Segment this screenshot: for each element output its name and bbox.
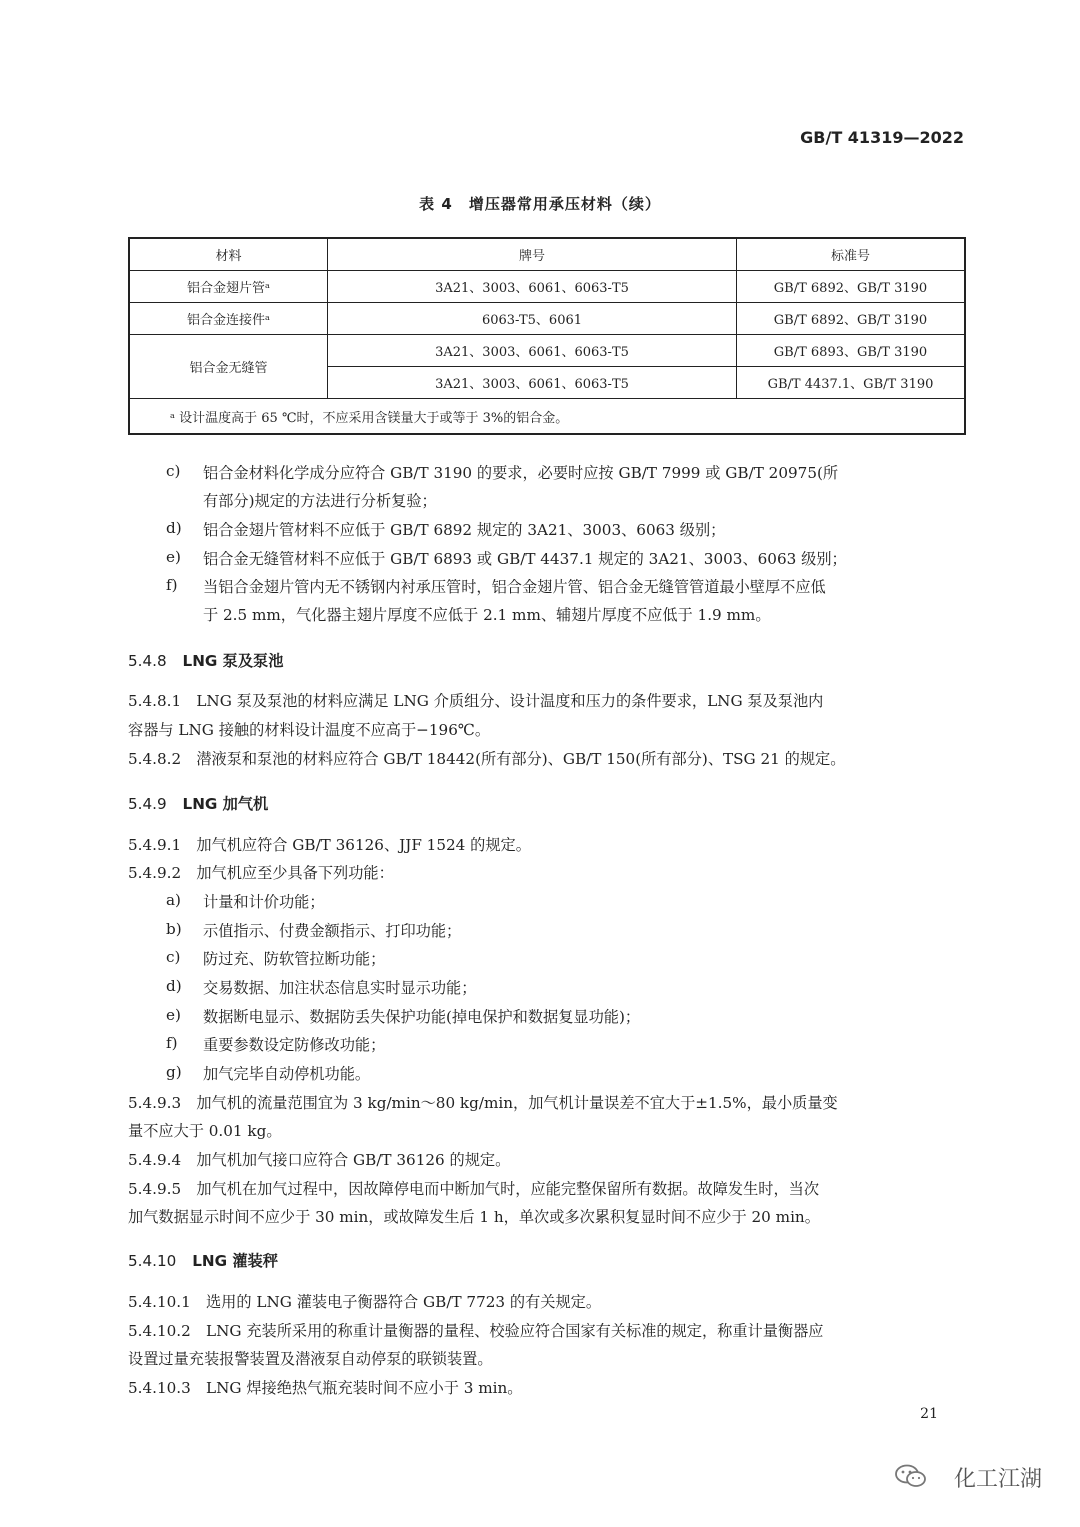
list-item: 加气完毕自动停机功能。	[203, 1065, 371, 1083]
paragraph: 5.4.9.2 加气机应至少具备下列功能：	[128, 864, 394, 882]
col-standard: 标准号	[737, 238, 966, 271]
list-label: c)	[166, 948, 181, 966]
paragraph: 容器与 LNG 接触的材料设计温度不应高于−196℃。	[128, 721, 491, 739]
section-heading	[128, 793, 268, 814]
cell-grade: 3A21、3003、6061、6063-T5	[328, 367, 737, 399]
section-heading	[128, 1250, 278, 1271]
paragraph: 量不应大于 0.01 kg。	[128, 1122, 282, 1140]
section-title: LNG 加气机	[182, 795, 269, 813]
paragraph: 5.4.10.1 选用的 LNG 灌装电子衡器符合 GB/T 7723 的有关规定。	[128, 1293, 602, 1311]
section-title: LNG 泵及泵池	[182, 652, 284, 670]
list-label: d)	[166, 519, 182, 537]
list-item: 数据断电显示、数据防丢失保护功能(掉电保护和数据复显功能)；	[203, 1008, 641, 1026]
wechat-icon	[894, 1464, 928, 1488]
section-heading	[128, 650, 283, 671]
table-note-row	[129, 399, 965, 435]
paragraph: 5.4.9.5 加气机在加气过程中，因故障停电而中断加气时，应能完整保留所有数据。故障发生时，当次	[128, 1180, 820, 1198]
cell-standard: GB/T 6893、GB/T 3190	[737, 335, 966, 367]
list-item: 交易数据、加注状态信息实时显示功能；	[203, 979, 477, 997]
paragraph: 5.4.9.3 加气机的流量范围宜为 3 kg/min～80 kg/min，加气机计量误差不宜大于±1.5%，最小质量变	[128, 1094, 838, 1112]
list-label: b)	[166, 920, 182, 938]
paragraph: 5.4.9.1 加气机应符合 GB/T 36126、JJF 1524 的规定。	[128, 836, 531, 854]
table-header-row	[129, 238, 965, 271]
section-number: 5.4.10	[128, 1252, 177, 1270]
col-material: 材料	[129, 238, 328, 271]
col-grade: 牌号	[328, 238, 737, 271]
materials-table	[128, 237, 966, 435]
list-item: 示值指示、付费金额指示、打印功能；	[203, 922, 462, 940]
cell-standard: GB/T 6892、GB/T 3190	[737, 271, 966, 303]
list-item: 防过充、防软管拉断功能；	[203, 950, 386, 968]
table-row	[129, 335, 965, 367]
watermark: 化工江湖	[953, 1467, 1042, 1492]
list-item: 有部分)规定的方法进行分析复验；	[203, 492, 437, 510]
table-note: ᵃ 设计温度高于 65 ℃时，不应采用含镁量大于或等于 3%的铝合金。	[129, 399, 965, 435]
list-item: 重要参数设定防修改功能；	[203, 1036, 386, 1054]
page-number: 21	[920, 1406, 938, 1422]
cell-material: 铝合金无缝管	[129, 335, 328, 399]
section-number: 5.4.8	[128, 652, 167, 670]
list-label: e)	[166, 548, 181, 566]
cell-material: 铝合金翅片管ᵃ	[129, 271, 328, 303]
table-row	[129, 303, 965, 335]
list-item: 当铝合金翅片管内无不锈钢内衬承压管时，铝合金翅片管、铝合金无缝管管道最小壁厚不应低	[203, 578, 826, 596]
list-item: 铝合金无缝管材料不应低于 GB/T 6893 或 GB/T 4437.1 规定的 3A21、3003、6063 级别；	[203, 550, 847, 568]
section-number: 5.4.9	[128, 795, 167, 813]
list-label: d)	[166, 977, 182, 995]
list-label: a)	[166, 891, 181, 909]
list-label: e)	[166, 1006, 181, 1024]
cell-grade: 3A21、3003、6061、6063-T5	[328, 271, 737, 303]
standard-number: GB/T 41319—2022	[800, 128, 964, 147]
cell-grade: 3A21、3003、6061、6063-T5	[328, 335, 737, 367]
list-item: 于 2.5 mm，气化器主翅片厚度不应低于 2.1 mm、辅翅片厚度不应低于 1.9 mm。	[203, 606, 771, 624]
paragraph: 5.4.10.3 LNG 焊接绝热气瓶充装时间不应小于 3 min。	[128, 1379, 523, 1397]
list-label: g)	[166, 1063, 182, 1081]
paragraph: 5.4.8.2 潜液泵和泵池的材料应符合 GB/T 18442(所有部分)、GB/T 150(所有部分)、TSG 21 的规定。	[128, 750, 846, 768]
list-label: c)	[166, 462, 181, 480]
list-label: f)	[166, 576, 178, 594]
cell-standard: GB/T 6892、GB/T 3190	[737, 303, 966, 335]
paragraph: 加气数据显示时间不应少于 30 min，或故障发生后 1 h，单次或多次累积复显时间不应少于 20 min。	[128, 1208, 820, 1226]
list-label: f)	[166, 1034, 178, 1052]
paragraph: 设置过量充装报警装置及潜液泵自动停泵的联锁装置。	[128, 1350, 493, 1368]
paragraph: 5.4.10.2 LNG 充装所采用的称重计量衡器的量程、校验应符合国家有关标准的规定，称重计量衡器应	[128, 1322, 824, 1340]
list-item: 计量和计价功能；	[203, 893, 325, 911]
cell-grade: 6063-T5、6061	[328, 303, 737, 335]
cell-material: 铝合金连接件ᵃ	[129, 303, 328, 335]
paragraph: 5.4.8.1 LNG 泵及泵池的材料应满足 LNG 介质组分、设计温度和压力的条件要求，LNG 泵及泵池内	[128, 692, 824, 710]
table-row	[129, 271, 965, 303]
section-title: LNG 灌装秤	[192, 1252, 278, 1270]
cell-standard: GB/T 4437.1、GB/T 3190	[737, 367, 966, 399]
list-item: 铝合金翅片管材料不应低于 GB/T 6892 规定的 3A21、3003、6063 级别；	[203, 521, 726, 539]
table-caption: 表 4 增压器常用承压材料（续）	[419, 195, 661, 213]
list-item: 铝合金材料化学成分应符合 GB/T 3190 的要求，必要时应按 GB/T 7999 或 GB/T 20975(所	[203, 464, 839, 482]
paragraph: 5.4.9.4 加气机加气接口应符合 GB/T 36126 的规定。	[128, 1151, 511, 1169]
